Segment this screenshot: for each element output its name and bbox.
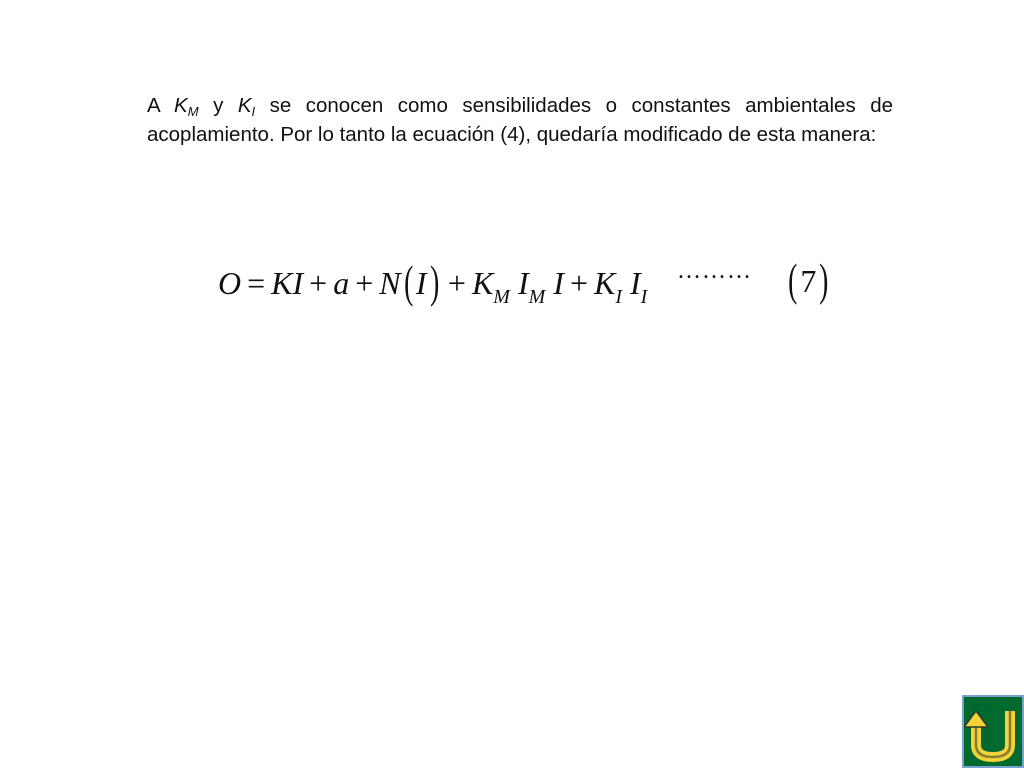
- eq-operator: =: [247, 265, 266, 301]
- eq-subscript: I: [615, 286, 623, 308]
- subscript-i: I: [251, 103, 256, 119]
- body-paragraph: [147, 91, 893, 149]
- eq-operator: +: [355, 265, 374, 301]
- eq-term: K: [471, 265, 494, 301]
- eq-subscript: M: [493, 286, 510, 308]
- eq-operator: +: [447, 265, 466, 301]
- equation-7: [218, 252, 858, 308]
- eq-paren-open: (: [403, 256, 413, 307]
- eq-term: KI: [271, 265, 304, 301]
- symbol-k: K: [237, 93, 252, 117]
- eq-term: N: [379, 265, 401, 301]
- eq-term: a: [333, 265, 350, 301]
- eq-term: I: [517, 265, 529, 301]
- para-text-3: se conocen como sensibilidades o constantes ambientales de acoplamiento. Por lo tanto la ecuación (4), quedaría modificado de esta manera:: [147, 93, 893, 146]
- eq-term: I: [630, 265, 641, 301]
- eqnum-paren-close: ): [819, 254, 829, 305]
- eq-term: I: [415, 265, 427, 301]
- para-text-1: A: [147, 93, 175, 117]
- u-turn-arrow-icon: [964, 697, 1022, 766]
- eq-subscript: M: [528, 286, 546, 308]
- eq-term: K: [594, 265, 616, 301]
- eqnum-paren-open: (: [788, 254, 798, 305]
- equation-number-value: 7: [800, 263, 817, 299]
- symbol-k: K: [174, 93, 188, 117]
- eq-operator: +: [569, 265, 588, 301]
- equation-number: [785, 250, 832, 303]
- eq-term: O: [218, 265, 242, 301]
- eq-paren-close: ): [429, 256, 439, 307]
- eq-operator: +: [309, 265, 328, 301]
- eq-dots: ………: [677, 258, 752, 284]
- eq-term: I: [553, 265, 564, 301]
- return-button[interactable]: [962, 695, 1024, 768]
- subscript-m: M: [187, 103, 199, 119]
- para-text-2: y: [198, 93, 238, 117]
- eq-subscript: I: [640, 286, 648, 308]
